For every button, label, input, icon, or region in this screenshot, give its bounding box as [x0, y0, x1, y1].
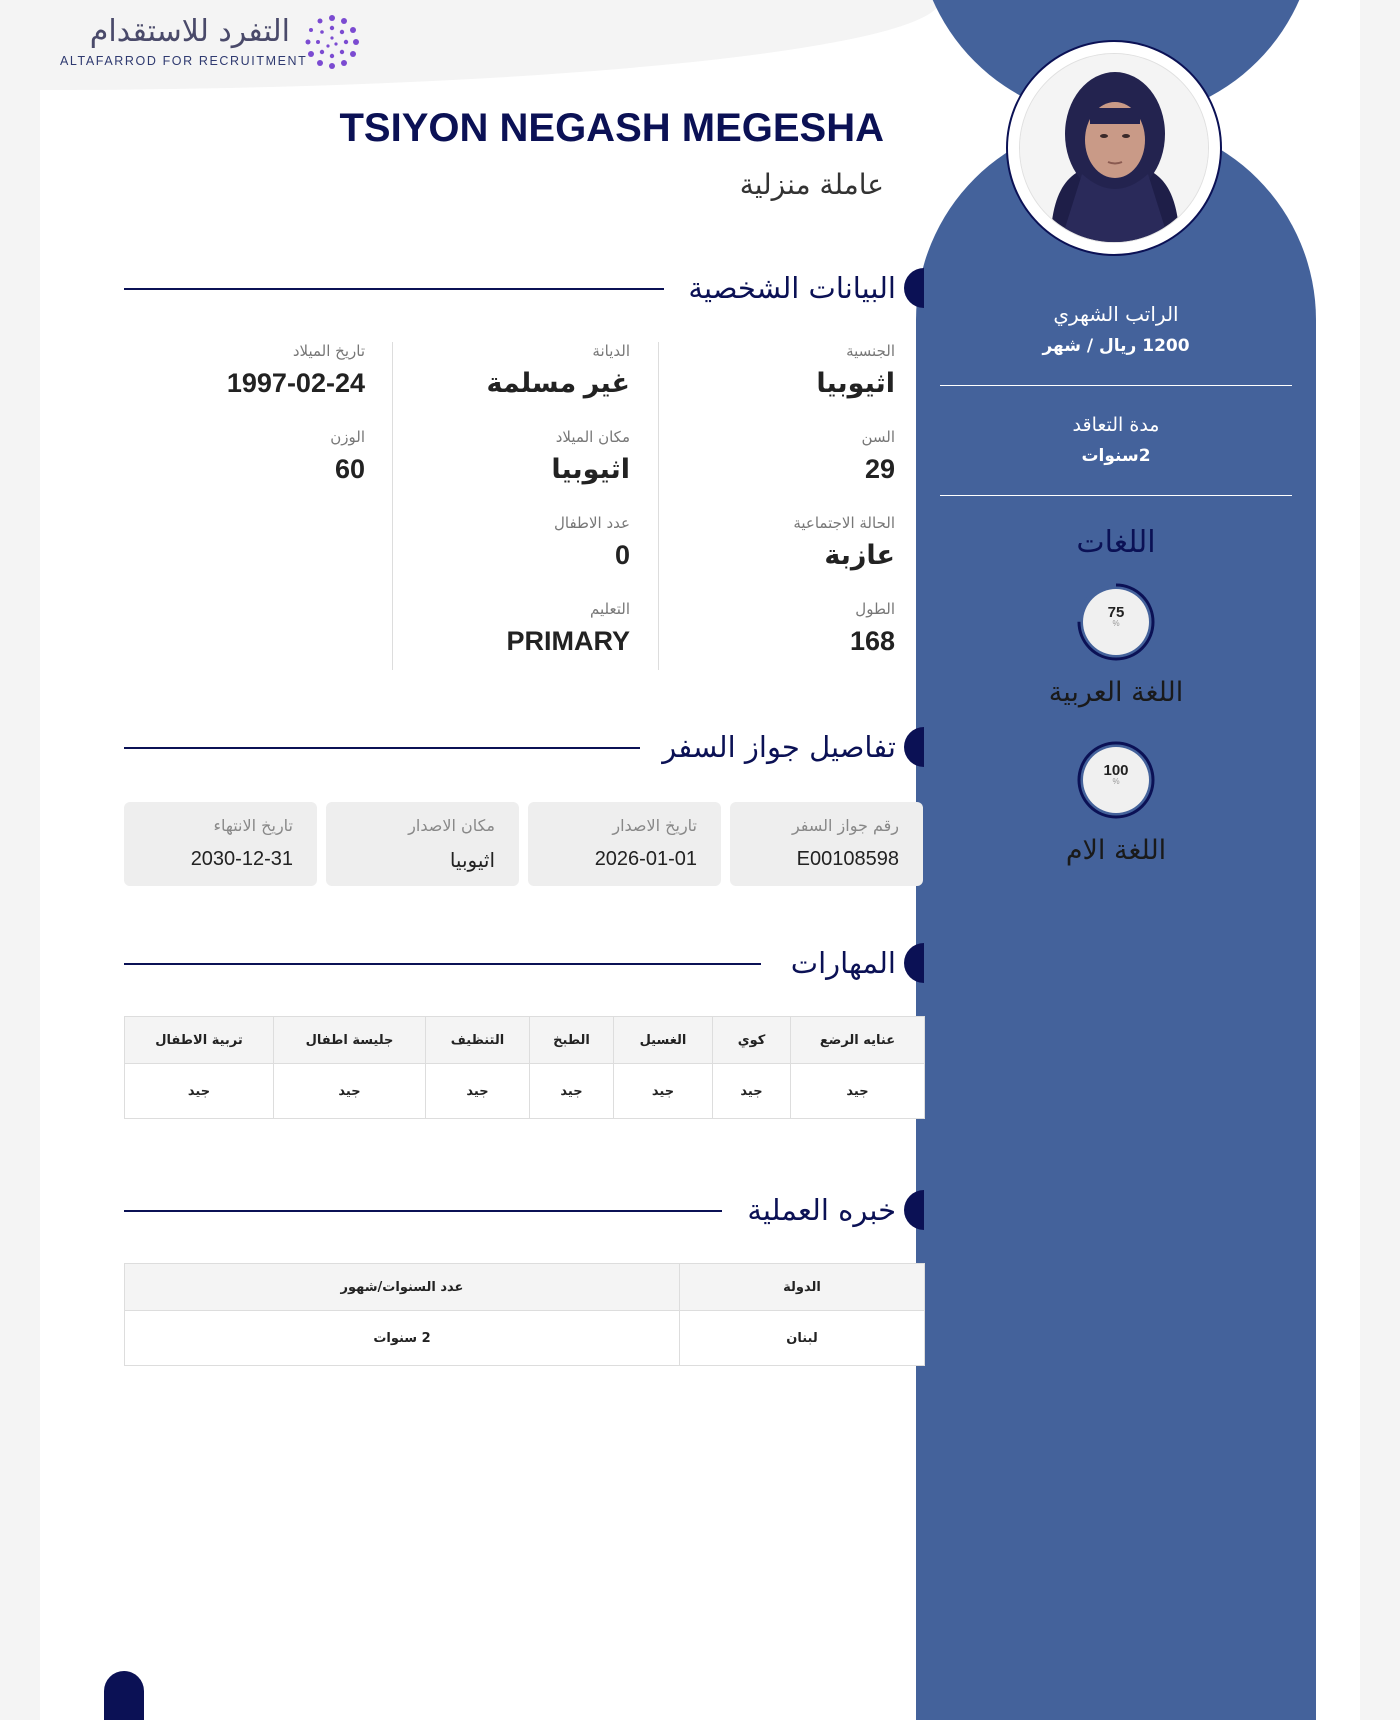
section-title: البيانات الشخصية	[688, 271, 896, 305]
skills-section-heading	[124, 943, 924, 983]
table-cell: جيد	[125, 1064, 274, 1119]
field-label: الحالة الاجتماعية	[793, 514, 895, 532]
field-label: الوزن	[330, 428, 365, 446]
right-margin	[1316, 0, 1360, 1720]
company-logo	[60, 14, 360, 74]
table-header-cell: جليسة اطفال	[274, 1017, 426, 1064]
personal-column-3	[130, 340, 395, 670]
contract-label: مدة التعاقد	[1072, 414, 1160, 436]
heading-rule	[124, 963, 761, 965]
table-header-cell: الغسيل	[614, 1017, 713, 1064]
table-cell: جيد	[426, 1064, 530, 1119]
passport-expiry-date-box	[124, 802, 317, 886]
personal-column-2	[395, 340, 660, 670]
passport-issue-date-box	[528, 802, 721, 886]
heading-rule	[124, 747, 640, 749]
field-label: تاريخ الميلاد	[292, 342, 365, 360]
field-weight	[330, 428, 365, 485]
skills-table	[124, 1016, 925, 1119]
profile-photo	[1019, 53, 1209, 243]
field-education	[506, 600, 630, 657]
field-label: الطول	[855, 600, 895, 618]
field-value: 29	[864, 454, 895, 484]
table-cell: 2 سنوات	[125, 1311, 680, 1366]
table-row	[125, 1311, 925, 1366]
sidebar-panel	[916, 120, 1316, 1720]
field-label: السن	[861, 428, 895, 446]
logo-text-arabic: التفرد للاستقدام	[89, 14, 290, 49]
field-label: رقم جواز السفر	[791, 816, 899, 835]
heading-marker	[904, 943, 924, 983]
languages-heading: اللغات	[1076, 525, 1156, 560]
personal-column-1	[660, 340, 925, 670]
profile-photo-illustration	[1020, 54, 1209, 243]
field-value: 2030-12-31	[190, 848, 293, 870]
field-label: الديانة	[592, 342, 630, 360]
passport-issue-place-box	[326, 802, 519, 886]
field-label: تاريخ الاصدار	[612, 816, 697, 835]
field-label: تاريخ الانتهاء	[213, 816, 293, 835]
salary-value: 1200 ريال / شهر	[1042, 336, 1190, 356]
field-value: 1997-02-24	[226, 368, 365, 398]
field-religion	[487, 342, 630, 399]
field-value: اثيوبيا	[551, 454, 630, 484]
field-value: E00108598	[796, 848, 899, 870]
table-row	[125, 1064, 925, 1119]
experience-section-heading	[124, 1190, 924, 1230]
field-label: الجنسية	[846, 342, 895, 360]
job-title: عاملة منزلية	[739, 168, 884, 201]
field-value: 60	[334, 454, 365, 484]
footer-marker	[104, 1671, 144, 1720]
gauge-percent: 75	[1107, 604, 1125, 621]
table-header-cell: كوي	[713, 1017, 791, 1064]
table-cell: جيد	[530, 1064, 614, 1119]
passport-section-heading	[124, 727, 924, 767]
contract-value: 2سنوات	[1081, 446, 1151, 466]
field-birth-date	[227, 342, 365, 399]
table-cell: جيد	[274, 1064, 426, 1119]
table-header-row	[125, 1017, 925, 1064]
gauge-label	[1076, 762, 1156, 786]
field-value: PRIMARY	[506, 626, 630, 656]
table-cell: جيد	[614, 1064, 713, 1119]
logo-mark-icon	[304, 14, 360, 70]
table-header-cell: الطبخ	[530, 1017, 614, 1064]
salary-label: الراتب الشهري	[1053, 302, 1179, 326]
field-label: عدد الاطفال	[554, 514, 630, 532]
profile-photo-frame	[1006, 40, 1222, 256]
field-label: مكان الميلاد	[555, 428, 630, 446]
table-header-cell: عدد السنوات/شهور	[125, 1264, 680, 1311]
field-value: 0	[614, 540, 630, 570]
field-children	[554, 514, 630, 571]
section-title: خبره العملية	[747, 1193, 896, 1227]
field-label: التعليم	[590, 600, 630, 618]
sidebar-divider	[940, 495, 1292, 496]
field-height	[850, 600, 895, 657]
table-header-row	[125, 1264, 925, 1311]
gauge-percent-sign: %	[1112, 777, 1120, 786]
field-value: عازبة	[824, 540, 895, 570]
table-header-cell: تربية الاطفال	[125, 1017, 274, 1064]
field-age	[861, 428, 895, 485]
table-cell: لبنان	[680, 1311, 925, 1366]
field-label: مكان الاصدار	[408, 816, 495, 835]
language-gauge-arabic	[1076, 582, 1156, 662]
table-cell: جيد	[713, 1064, 791, 1119]
field-value: اثيوبيا	[449, 850, 495, 872]
field-value: 168	[849, 626, 895, 656]
language-gauge-native	[1076, 740, 1156, 820]
logo-text-english: ALTAFARROD FOR RECRUITMENT	[60, 54, 308, 68]
heading-rule	[124, 288, 664, 290]
sidebar-divider	[940, 385, 1292, 386]
gauge-percent: 100	[1103, 762, 1129, 779]
cv-page	[40, 0, 1360, 1720]
heading-marker	[904, 1190, 924, 1230]
experience-table	[124, 1263, 925, 1366]
gauge-percent-sign: %	[1112, 619, 1120, 628]
language-name-native: اللغة الام	[1065, 835, 1167, 866]
field-nationality	[816, 342, 895, 399]
heading-marker	[904, 727, 924, 767]
table-header-cell: التنظيف	[426, 1017, 530, 1064]
field-value: 2026-01-01	[594, 848, 697, 870]
field-value: غير مسلمة	[486, 368, 630, 398]
candidate-name: TSIYON NEGASH MEGESHA	[339, 106, 884, 150]
field-value: اثيوبيا	[816, 368, 895, 398]
section-title: تفاصيل جواز السفر	[662, 730, 896, 764]
section-title: المهارات	[790, 946, 896, 980]
passport-number-box	[730, 802, 923, 886]
table-header-cell: الدولة	[680, 1264, 925, 1311]
gauge-label	[1076, 604, 1156, 628]
language-name-arabic: اللغة العربية	[1048, 677, 1184, 708]
table-header-cell: عنايه الرضع	[791, 1017, 925, 1064]
field-marital-status	[793, 514, 895, 571]
table-cell: جيد	[791, 1064, 925, 1119]
field-birthplace	[551, 428, 630, 485]
heading-rule	[124, 1210, 722, 1212]
personal-section-heading	[124, 268, 924, 308]
